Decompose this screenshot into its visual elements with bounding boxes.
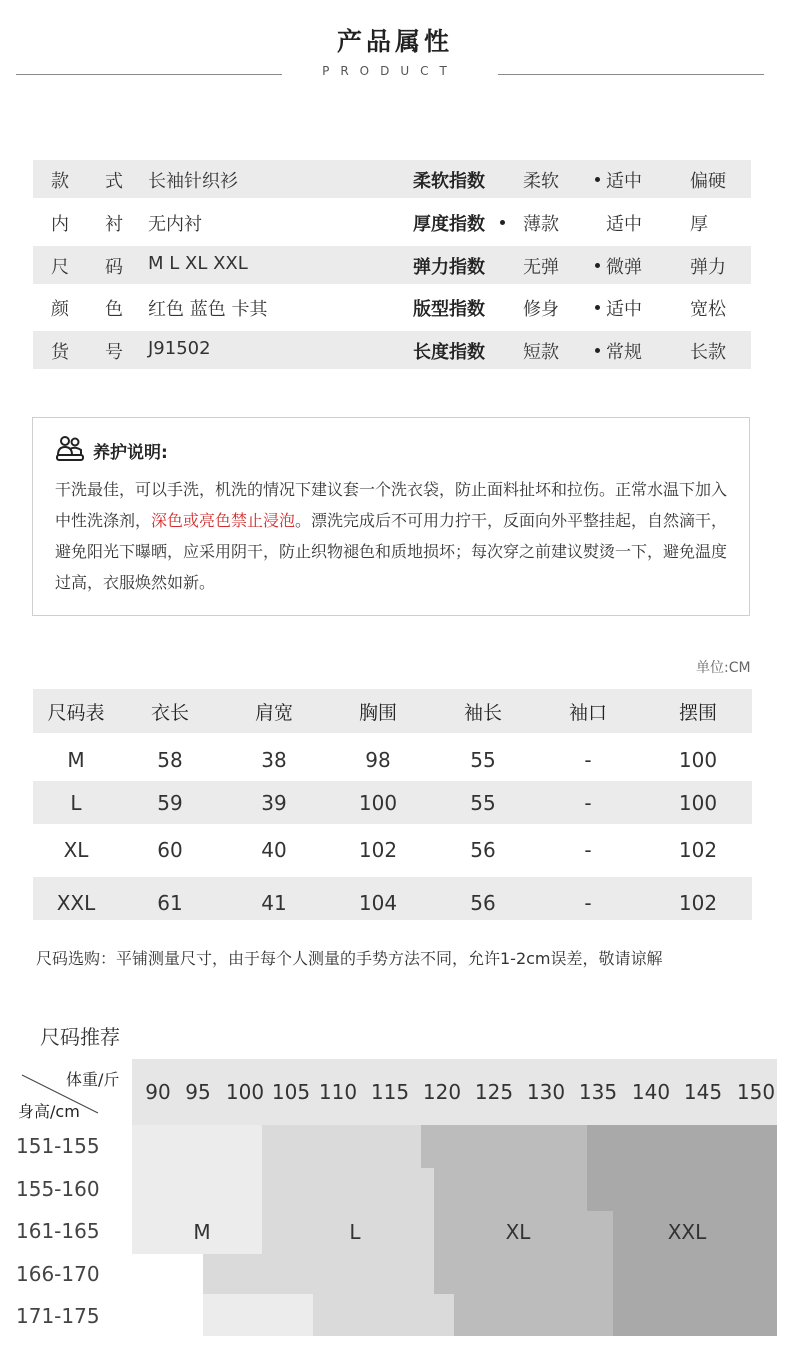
size-zone-cell (203, 1254, 434, 1294)
care-text-warning: 深色或亮色禁止浸泡 (151, 511, 296, 530)
weight-label: 110 (318, 1080, 358, 1104)
size-table-cell: 102 (678, 838, 718, 862)
index-option: 弹力 (690, 257, 726, 278)
size-table-cell: - (584, 838, 592, 862)
size-table-cell: 100 (678, 748, 718, 772)
attribute-key: 尺 (51, 257, 69, 278)
attribute-value: M L XL XXL (148, 253, 248, 274)
attribute-key: 衬 (105, 214, 123, 235)
index-option: 柔软 (523, 171, 559, 192)
size-zone-cell (313, 1294, 454, 1336)
page-title: 产品属性 (336, 27, 453, 56)
size-table-header-cell: 胸围 (358, 702, 397, 724)
size-table-cell: - (584, 891, 592, 915)
weight-axis-label: 体重/斤 (66, 1070, 120, 1089)
index-option: 适中 (606, 214, 642, 235)
size-table-cell: XL (63, 838, 89, 862)
weight-label: 120 (422, 1080, 462, 1104)
height-label: 161-165 (16, 1219, 100, 1243)
size-table-cell: 102 (678, 891, 718, 915)
size-table-row (33, 826, 752, 877)
index-option: 薄款 (523, 214, 559, 235)
care-box (32, 417, 750, 616)
size-table-header-cell: 衣长 (150, 702, 189, 724)
index-name: 厚度指数 (413, 214, 485, 235)
selected-dot-icon (595, 177, 600, 182)
size-table-cell: 98 (365, 748, 391, 772)
selected-dot-icon (595, 305, 600, 310)
index-name: 版型指数 (413, 299, 485, 320)
selected-dot-icon (595, 263, 600, 268)
size-table (33, 689, 752, 919)
size-table-cell: 58 (157, 748, 183, 772)
size-zone-cell (262, 1125, 421, 1168)
size-table-header-cell: 摆围 (678, 702, 717, 724)
size-table-row (33, 877, 752, 920)
recommend-title: 尺码推荐 (40, 1025, 120, 1049)
size-zone-cell (434, 1254, 613, 1294)
size-table-cell: - (584, 791, 592, 815)
header-divider-left (16, 74, 282, 75)
height-label: 151-155 (16, 1134, 100, 1158)
size-zone-cell (454, 1294, 613, 1336)
size-table-cell: 55 (470, 748, 496, 772)
attribute-row (33, 160, 751, 198)
index-option: 微弹 (606, 257, 642, 278)
care-text-before: 干洗最佳，可以手洗，机洗的情况下建议套一个洗衣袋，防止面料扯坏和拉伤。正常水温下加入中性洗涤剂， (55, 480, 728, 530)
size-table-cell: 100 (358, 791, 398, 815)
size-zone-cell (203, 1294, 313, 1336)
size-table-cell: 56 (470, 891, 496, 915)
index-option: 适中 (606, 299, 642, 320)
care-title: 养护说明: (93, 443, 168, 463)
index-name: 弹力指数 (413, 257, 485, 278)
size-table-cell: L (70, 791, 82, 815)
attribute-value: 长袖针织衫 (148, 171, 238, 192)
index-option: 适中 (606, 171, 642, 192)
attribute-value: 无内衬 (148, 214, 202, 235)
size-table-cell: 55 (470, 791, 496, 815)
size-table-header-cell: 肩宽 (254, 702, 293, 724)
weight-label: 140 (631, 1080, 671, 1104)
attribute-key: 颜 (51, 299, 69, 320)
height-axis-label: 身高/cm (18, 1102, 80, 1121)
size-table-cell: XXL (56, 891, 96, 915)
size-table-cell: - (584, 748, 592, 772)
size-table-cell: 59 (157, 791, 183, 815)
index-option: 宽松 (690, 299, 726, 320)
size-zone-cell (434, 1168, 587, 1211)
weight-label: 95 (185, 1080, 211, 1104)
index-name: 长度指数 (413, 342, 485, 363)
weight-label: 105 (271, 1080, 311, 1104)
page-subtitle: PRODUCT (322, 64, 458, 78)
selected-dot-icon (595, 348, 600, 353)
size-table-cell: 41 (261, 891, 287, 915)
attribute-row (33, 246, 751, 284)
attribute-key: 号 (105, 342, 123, 363)
weight-label: 125 (474, 1080, 514, 1104)
weight-label: 90 (145, 1080, 171, 1104)
attribute-row (33, 288, 751, 326)
size-table-header (33, 689, 752, 733)
height-label: 155-160 (16, 1177, 100, 1201)
height-label: 166-170 (16, 1262, 100, 1286)
size-zone-cell (421, 1125, 587, 1168)
attribute-key: 色 (105, 299, 123, 320)
weight-label: 115 (370, 1080, 410, 1104)
attribute-value: 红色 蓝色 卡其 (148, 299, 268, 320)
size-table-row (33, 735, 752, 781)
selected-dot-icon (500, 220, 505, 225)
size-zone-label: XXL (667, 1220, 707, 1244)
size-zone-label: XL (505, 1220, 531, 1244)
header-divider-right (498, 74, 764, 75)
size-table-cell: M (67, 748, 85, 772)
size-note: 尺码选购：平铺测量尺寸，由于每个人测量的手势方法不同，允许1-2cm误差，敬请谅解 (36, 949, 663, 968)
care-text-after: 。漂洗完成后不可用力拧干，反面向外平整挂起，自然滴干，避免阳光下曝晒，应采用阴干，防止织物褪色和质地损坏；每次穿之前建议熨烫一下，避免温度过高，衣服焕然如新。 (55, 511, 728, 592)
index-option: 修身 (523, 299, 559, 320)
size-zone-label: L (349, 1220, 361, 1244)
weight-label: 130 (526, 1080, 566, 1104)
index-option: 短款 (523, 342, 559, 363)
index-option: 无弹 (523, 257, 559, 278)
attribute-key: 码 (105, 257, 123, 278)
size-table-header-cell: 袖口 (568, 702, 607, 724)
attribute-row (33, 331, 751, 369)
height-label: 171-175 (16, 1304, 100, 1328)
size-table-row (33, 781, 752, 824)
size-zone-label: M (193, 1220, 211, 1244)
index-option: 厚 (690, 214, 708, 235)
size-table-cell: 102 (358, 838, 398, 862)
care-text (55, 474, 735, 598)
size-table-cell: 104 (358, 891, 398, 915)
attribute-key: 式 (105, 171, 123, 192)
weight-label: 135 (578, 1080, 618, 1104)
attribute-table (33, 160, 751, 370)
size-table-cell: 100 (678, 791, 718, 815)
size-table-cell: 40 (261, 838, 287, 862)
size-table-cell: 61 (157, 891, 183, 915)
attribute-key: 货 (51, 342, 69, 363)
attribute-value: J91502 (148, 338, 211, 359)
unit-label: 单位:CM (696, 660, 751, 676)
weight-label: 100 (225, 1080, 265, 1104)
size-zone-cell (262, 1168, 434, 1211)
size-table-cell: 39 (261, 791, 287, 815)
index-option: 偏硬 (690, 171, 726, 192)
size-table-cell: 56 (470, 838, 496, 862)
attribute-row (33, 203, 751, 241)
size-table-cell: 38 (261, 748, 287, 772)
attribute-key: 内 (51, 214, 69, 235)
size-table-cell: 60 (157, 838, 183, 862)
index-option: 常规 (606, 342, 642, 363)
index-name: 柔软指数 (413, 171, 485, 192)
care-people-icon (55, 433, 85, 463)
size-table-header-cell: 尺码表 (47, 702, 105, 724)
index-option: 长款 (690, 342, 726, 363)
attribute-key: 款 (51, 171, 69, 192)
weight-label: 150 (736, 1080, 776, 1104)
size-table-header-cell: 袖长 (463, 702, 502, 724)
weight-label: 145 (683, 1080, 723, 1104)
